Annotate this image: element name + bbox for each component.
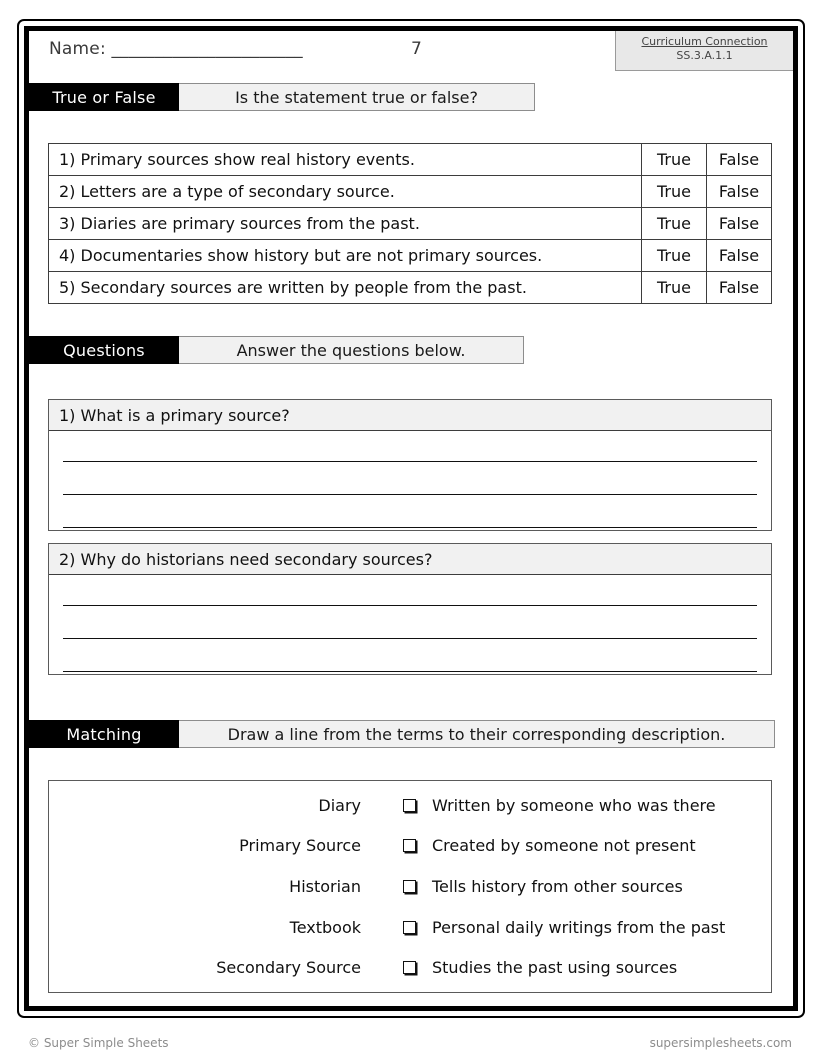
answer-line[interactable]: [49, 608, 771, 641]
tf-option-true[interactable]: True: [642, 176, 707, 208]
section-description-true-false: Is the statement true or false?: [179, 83, 535, 111]
checkbox-icon[interactable]: [403, 961, 416, 974]
page-header: [29, 31, 793, 78]
tf-statement: 3) Diaries are primary sources from the past.: [49, 208, 642, 240]
tf-option-true[interactable]: True: [642, 240, 707, 272]
matching-term[interactable]: Primary Source: [239, 836, 361, 856]
answer-line[interactable]: [49, 464, 771, 497]
checkbox-icon[interactable]: [403, 921, 416, 934]
matching-term[interactable]: Textbook: [289, 917, 361, 937]
checkbox-icon[interactable]: [403, 880, 416, 893]
question-prompt: 1) What is a primary source?: [49, 400, 771, 431]
matching-description-row[interactable]: [389, 796, 771, 815]
name-field-label[interactable]: Name: ______________________: [49, 39, 303, 59]
section-header-matching: [29, 720, 775, 748]
section-tag-true-false: True or False: [29, 83, 179, 111]
page-footer: [0, 1036, 820, 1050]
list-item: [49, 866, 771, 907]
checkbox-icon[interactable]: [403, 839, 416, 852]
matching-description-row[interactable]: [389, 877, 771, 896]
matching-term[interactable]: Diary: [318, 795, 361, 815]
matching-description: Created by someone not present: [432, 836, 696, 856]
answer-line[interactable]: [49, 497, 771, 530]
tf-option-true[interactable]: True: [642, 144, 707, 176]
tf-option-false[interactable]: False: [707, 240, 772, 272]
answer-area[interactable]: [49, 431, 771, 530]
matching-description-row[interactable]: [389, 958, 771, 977]
list-item: [49, 785, 771, 826]
tf-statement: 1) Primary sources show real history events.: [49, 144, 642, 176]
section-tag-matching: Matching: [29, 720, 179, 748]
table-row: [49, 176, 772, 208]
table-row: [49, 208, 772, 240]
list-item: [49, 907, 771, 948]
answer-area[interactable]: [49, 575, 771, 674]
section-description-matching: Draw a line from the terms to their corresponding description.: [179, 720, 775, 748]
list-item: [49, 826, 771, 867]
curriculum-connection-code: SS.3.A.1.1: [676, 48, 733, 62]
answer-line[interactable]: [49, 641, 771, 674]
table-row: [49, 272, 772, 304]
matching-description: Studies the past using sources: [432, 958, 678, 978]
matching-description-row[interactable]: [389, 918, 771, 937]
section-header-true-false: [29, 83, 535, 111]
answer-line[interactable]: [49, 431, 771, 464]
tf-statement: 5) Secondary sources are written by people from the past.: [49, 272, 642, 304]
tf-option-true[interactable]: True: [642, 272, 707, 304]
matching-description: Tells history from other sources: [432, 877, 683, 896]
question-prompt: 2) Why do historians need secondary sources?: [49, 544, 771, 575]
curriculum-connection-badge: [615, 31, 793, 71]
tf-option-false[interactable]: False: [707, 144, 772, 176]
tf-statement: 2) Letters are a type of secondary source.: [49, 176, 642, 208]
copyright-text: © Super Simple Sheets: [28, 1036, 169, 1050]
question-block-1: [48, 399, 772, 531]
tf-option-false[interactable]: False: [707, 208, 772, 240]
tf-option-false[interactable]: False: [707, 176, 772, 208]
list-item: [49, 947, 771, 988]
website-text: supersimplesheets.com: [649, 1036, 792, 1050]
tf-option-true[interactable]: True: [642, 208, 707, 240]
matching-term[interactable]: Historian: [289, 877, 361, 896]
tf-option-false[interactable]: False: [707, 272, 772, 304]
matching-block: [48, 780, 772, 993]
matching-description: Personal daily writings from the past: [432, 917, 726, 937]
curriculum-connection-title: Curriculum Connection: [641, 35, 768, 48]
question-block-2: [48, 543, 772, 675]
table-row: [49, 240, 772, 272]
table-row: [49, 144, 772, 176]
section-description-questions: Answer the questions below.: [179, 336, 524, 364]
section-tag-questions: Questions: [29, 336, 179, 364]
true-false-table: [48, 143, 772, 304]
matching-description-row[interactable]: [389, 836, 771, 855]
answer-line[interactable]: [49, 575, 771, 608]
tf-statement: 4) Documentaries show history but are not primary sources.: [49, 240, 642, 272]
matching-term[interactable]: Secondary Source: [216, 958, 361, 978]
matching-description: Written by someone who was there: [432, 795, 716, 815]
page-number: 7: [411, 39, 422, 59]
section-header-questions: [29, 336, 524, 364]
checkbox-icon[interactable]: [403, 799, 416, 812]
